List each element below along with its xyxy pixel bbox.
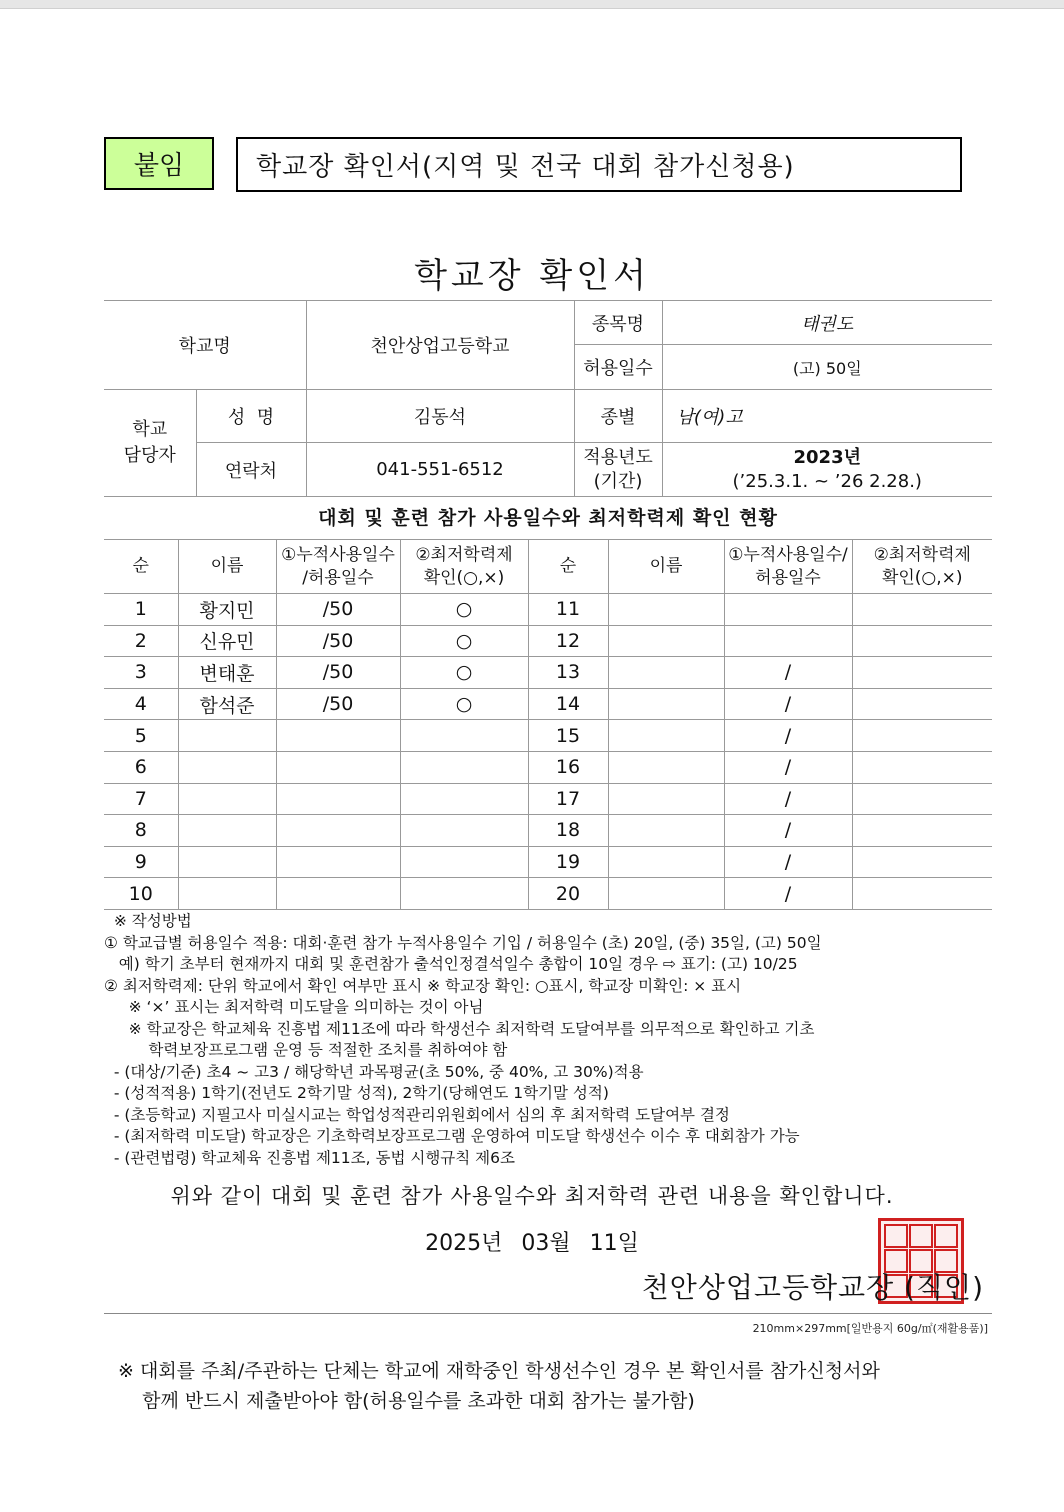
roster-cell-days: /	[724, 657, 852, 689]
roster-cell-name	[608, 783, 724, 815]
roster-cell-check	[852, 878, 992, 910]
roster-cell-name	[178, 751, 276, 783]
roster-cell-check	[400, 783, 528, 815]
roster-header-cell: 순	[104, 540, 178, 594]
roster-cell-n: 2	[104, 625, 178, 657]
roster-cell-name: 황지민	[178, 594, 276, 626]
note-line: - (성적적용) 1학기(전년도 2학기말 성적), 2학기(당해연도 1학기말 성적)	[104, 1084, 609, 1102]
table-row	[104, 815, 992, 847]
paper-spec: 210mm×297mm[일반용지 60g/㎡(재활용품)]	[752, 1322, 988, 1335]
sport-label: 종목명	[574, 301, 662, 345]
roster-cell-name	[178, 815, 276, 847]
roster-cell-check	[852, 625, 992, 657]
roster-cell-days: /50	[276, 688, 400, 720]
roster-cell-name	[608, 720, 724, 752]
roster-cell-name	[608, 688, 724, 720]
roster-cell-n: 19	[528, 846, 608, 878]
roster-cell-days: /	[724, 720, 852, 752]
roster-cell-days	[276, 878, 400, 910]
roster-cell-name: 변태훈	[178, 657, 276, 689]
period-value: (’25.3.1. ~ ’26 2.28.)	[732, 470, 922, 492]
confirmation-statement: 위와 같이 대회 및 훈련 참가 사용일수와 최저학력 관련 내용을 확인합니다.	[170, 1184, 894, 1208]
roster-cell-check	[400, 751, 528, 783]
writing-guide-notes	[104, 911, 994, 1169]
note-line: 학력보장프로그램 운영 등 적절한 조치를 취하여야 함	[104, 1041, 508, 1059]
roster-cell-days	[276, 783, 400, 815]
roster-cell-days: /	[724, 783, 852, 815]
document-heading-text: 학교장 확인서(지역 및 전국 대회 참가신청용)	[256, 152, 795, 182]
roster-cell-check	[400, 720, 528, 752]
roster-cell-days: /50	[276, 594, 400, 626]
roster-cell-n: 18	[528, 815, 608, 847]
principal-signature-line: 천안상업고등학교장 (직인)	[641, 1271, 984, 1304]
roster-cell-check: ○	[400, 657, 528, 689]
note-line: 예) 학기 초부터 현재까지 대회 및 훈련참가 출석인정결석일수 총합이 10일 경우 ⇨ 표기: (고) 10/25	[104, 955, 798, 973]
contact-value: 041-551-6512	[306, 443, 574, 497]
roster-cell-days: /	[724, 878, 852, 910]
table-row	[104, 688, 992, 720]
roster-cell-days	[276, 846, 400, 878]
roster-cell-n: 4	[104, 688, 178, 720]
roster-cell-n: 14	[528, 688, 608, 720]
roster-cell-n: 1	[104, 594, 178, 626]
roster-cell-n: 9	[104, 846, 178, 878]
roster-cell-check	[400, 878, 528, 910]
roster-cell-n: 8	[104, 815, 178, 847]
roster-cell-check	[400, 846, 528, 878]
roster-cell-check	[852, 751, 992, 783]
roster-cell-n: 17	[528, 783, 608, 815]
roster-cell-name	[608, 657, 724, 689]
roster-cell-check	[852, 657, 992, 689]
sport-value: 태권도	[662, 301, 992, 345]
roster-cell-check: ○	[400, 625, 528, 657]
roster-header-cell: 이름	[608, 540, 724, 594]
roster-cell-n: 6	[104, 751, 178, 783]
roster-header-cell: ①누적사용일수/ 허용일수	[724, 540, 852, 594]
roster-cell-days	[724, 594, 852, 626]
table-row	[104, 594, 992, 626]
table-row	[104, 751, 992, 783]
year-value: 2023년	[793, 446, 861, 468]
manager-label: 학교 담당자	[104, 390, 196, 497]
type-value: 남(여)고	[662, 390, 992, 443]
roster-cell-name	[608, 751, 724, 783]
roster-cell-days: /	[724, 688, 852, 720]
allowed-days-label: 허용일수	[574, 345, 662, 390]
roster-cell-name	[178, 846, 276, 878]
roster-header-cell: 이름	[178, 540, 276, 594]
roster-cell-n: 3	[104, 657, 178, 689]
attachment-badge	[104, 137, 214, 190]
school-name-value: 천안상업고등학교	[306, 301, 574, 390]
table-row	[104, 625, 992, 657]
note-line: ② 최저학력제: 단위 학교에서 확인 여부만 표시 ※ 학교장 확인: ○표시, 학교장 미확인: × 표시	[104, 976, 742, 995]
roster-cell-n: 7	[104, 783, 178, 815]
roster-cell-name	[178, 783, 276, 815]
year-cell	[662, 443, 992, 497]
roster-header-cell: ②최저학력제 확인(○,×)	[852, 540, 992, 594]
roster-header-cell: ①누적사용일수 /허용일수	[276, 540, 400, 594]
roster-cell-n: 5	[104, 720, 178, 752]
roster-cell-check	[852, 815, 992, 847]
footer-note: ※ 대회를 주최/주관하는 단체는 학교에 재학중인 학생선수인 경우 본 확인서를 참가신청서와 함께 반드시 제출받아야 함(허용일수를 초과한 대회 참가는 불가함)	[118, 1360, 880, 1412]
note-line: - (초등학교) 지필고사 미실시교는 학업성적관리위원회에서 심의 후 최저학력 도달여부 결정	[104, 1105, 730, 1124]
viewer-top-bar	[0, 0, 1064, 9]
table-row	[104, 878, 992, 910]
roster-cell-days: /	[724, 815, 852, 847]
roster-cell-n: 20	[528, 878, 608, 910]
roster-cell-check	[852, 846, 992, 878]
table-row	[104, 720, 992, 752]
document-heading	[236, 137, 962, 192]
roster-cell-days	[276, 751, 400, 783]
roster-cell-check	[852, 594, 992, 626]
allowed-days-value: (고) 50일	[662, 345, 992, 390]
roster-cell-n: 15	[528, 720, 608, 752]
roster-cell-days	[276, 815, 400, 847]
roster-header-cell: ②최저학력제 확인(○,×)	[400, 540, 528, 594]
table-row	[104, 657, 992, 689]
note-line: - (최저학력 미도달) 학교장은 기초학력보장프로그램 운영하여 미도달 학생선수 이수 후 대회참가 가능	[104, 1127, 800, 1145]
type-label: 종별	[574, 390, 662, 443]
roster-cell-n: 10	[104, 878, 178, 910]
main-title: 학교장 확인서	[414, 256, 650, 296]
roster-cell-check	[852, 783, 992, 815]
roster-cell-days: /50	[276, 657, 400, 689]
roster-cell-days: /50	[276, 625, 400, 657]
note-line: ※ ‘×’ 표시는 최저학력 미도달을 의미하는 것이 아님	[104, 998, 484, 1016]
attachment-label: 붙임	[133, 151, 185, 181]
roster-cell-name	[608, 625, 724, 657]
roster-cell-days: /	[724, 751, 852, 783]
roster-cell-check	[852, 688, 992, 720]
roster-cell-n: 13	[528, 657, 608, 689]
roster-cell-name	[608, 878, 724, 910]
roster-cell-name	[608, 846, 724, 878]
roster-cell-name	[608, 815, 724, 847]
roster-cell-check: ○	[400, 688, 528, 720]
roster-cell-name: 신유민	[178, 625, 276, 657]
note-line: - (대상/기준) 초4 ~ 고3 / 해당학년 과목평균(초 50%, 중 40%, 고 30%)적용	[104, 1062, 644, 1081]
section-title: 대회 및 훈련 참가 사용일수와 최저학력제 확인 현황	[318, 507, 778, 529]
note-line: - (관련법령) 학교체육 진흥법 제11조, 동법 시행규칙 제6조	[104, 1148, 515, 1167]
roster-cell-days: /	[724, 846, 852, 878]
roster-cell-check	[400, 815, 528, 847]
table-row	[104, 846, 992, 878]
roster-cell-check: ○	[400, 594, 528, 626]
school-name-label: 학교명	[104, 301, 306, 390]
note-line: ※ 학교장은 학교체육 진흥법 제11조에 따라 학생선수 최저학력 도달여부를 의무적으로 확인하고 기초	[104, 1019, 815, 1038]
year-label: 적용년도 (기간)	[574, 443, 662, 497]
roster-header-row	[104, 540, 992, 594]
bottom-divider	[104, 1313, 992, 1314]
roster-table	[104, 539, 992, 910]
roster-header-cell: 순	[528, 540, 608, 594]
note-line: ※ 작성방법	[104, 912, 192, 930]
name-value: 김동석	[306, 390, 574, 443]
name-label: 성 명	[196, 390, 306, 443]
roster-cell-check	[852, 720, 992, 752]
roster-cell-name	[608, 594, 724, 626]
roster-cell-name: 함석준	[178, 688, 276, 720]
school-info-table	[104, 300, 992, 497]
roster-cell-days	[724, 625, 852, 657]
note-line: ① 학교급별 허용일수 적용: 대회·훈련 참가 누적사용일수 기입 / 허용일수 (초) 20일, (중) 35일, (고) 50일	[104, 933, 822, 952]
table-row	[104, 783, 992, 815]
issue-date: 2025년 03월 11일	[425, 1231, 639, 1256]
roster-cell-n: 11	[528, 594, 608, 626]
roster-cell-name	[178, 720, 276, 752]
roster-cell-n: 12	[528, 625, 608, 657]
roster-cell-n: 16	[528, 751, 608, 783]
roster-cell-name	[178, 878, 276, 910]
contact-label: 연락처	[196, 443, 306, 497]
roster-cell-days	[276, 720, 400, 752]
